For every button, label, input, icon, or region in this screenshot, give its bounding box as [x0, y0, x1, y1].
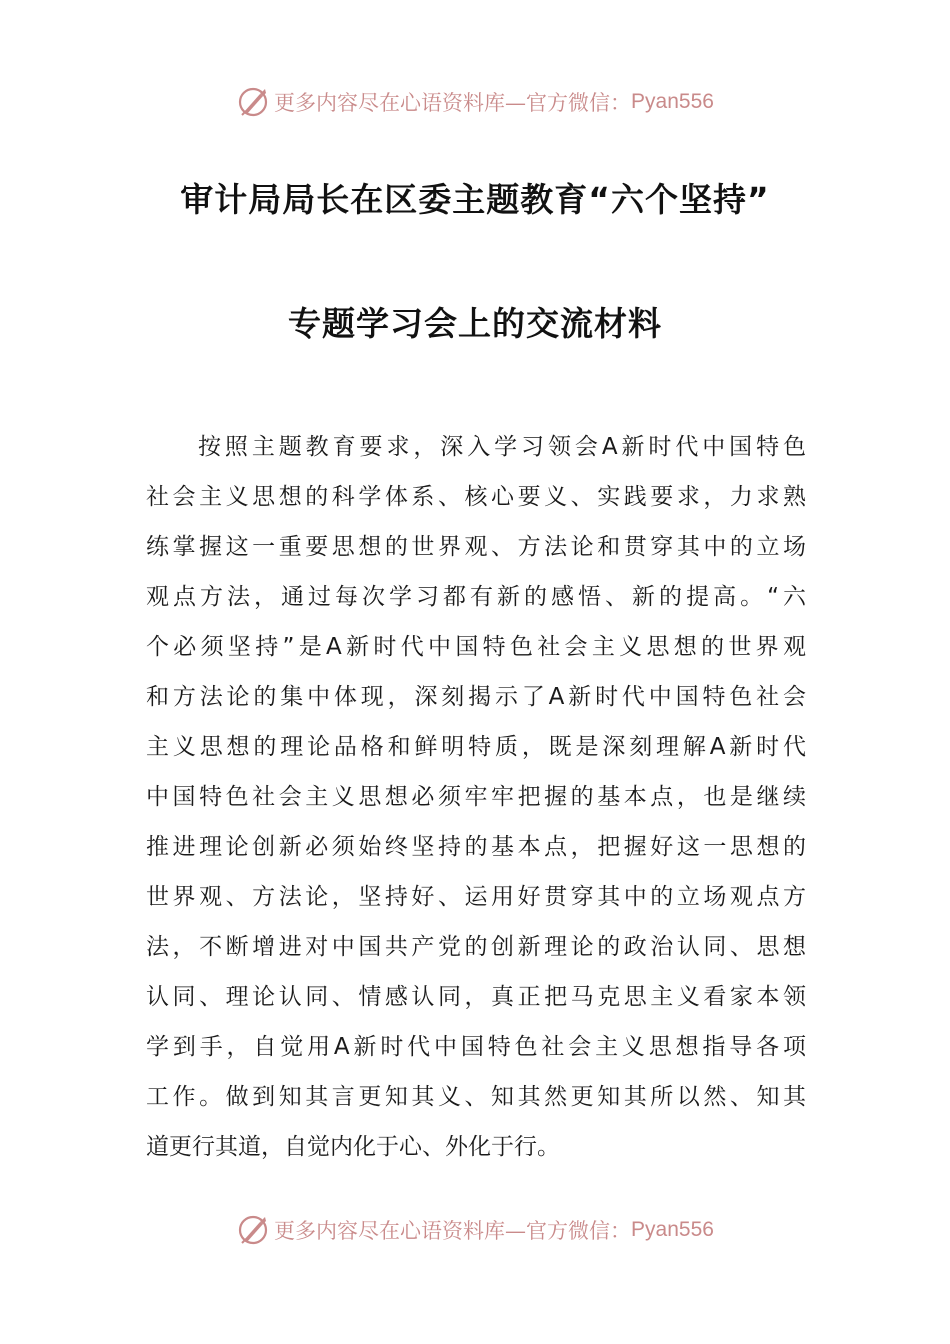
paragraph-line: 观点方法，通过每次学习都有新的感悟、新的提高。“六	[146, 584, 806, 610]
paragraph-line: 练掌握这一重要思想的世界观、方法论和贯穿其中的立场	[146, 534, 806, 560]
quill-pen-logo-icon	[236, 1213, 270, 1247]
paragraph-line: 个必须坚持”是A新时代中国特色社会主义思想的世界观	[146, 634, 806, 660]
paragraph-line: 学到手，自觉用A新时代中国特色社会主义思想指导各项	[146, 1034, 806, 1060]
paragraph-line: 道更行其道，自觉内化于心、外化于行。	[146, 1134, 560, 1160]
paragraph-line: 法，不断增进对中国共产党的创新理论的政治认同、思想	[146, 934, 806, 960]
header-banner	[0, 80, 950, 124]
banner-text: 更多内容尽在心语资料库—官方微信：	[274, 1219, 632, 1243]
paragraph-line: 推进理论创新必须始终坚持的基本点，把握好这一思想的	[146, 834, 806, 860]
paragraph-line: 世界观、方法论，坚持好、运用好贯穿其中的立场观点方	[146, 884, 806, 910]
paragraph-line: 中国特色社会主义思想必须牢牢把握的基本点，也是继续	[146, 784, 806, 810]
paragraph-line: 工作。做到知其言更知其义、知其然更知其所以然、知其	[146, 1084, 806, 1110]
document-title-line-1: 审计局局长在区委主题教育“六个坚持”	[180, 180, 770, 219]
quill-pen-logo-icon	[236, 85, 270, 119]
footer-banner	[0, 1208, 950, 1252]
paragraph-line: 按照主题教育要求，深入学习领会A新时代中国特色	[198, 434, 806, 460]
paragraph-line: 社会主义思想的科学体系、核心要义、实践要求，力求熟	[146, 484, 806, 510]
paragraph-line: 和方法论的集中体现，深刻揭示了A新时代中国特色社会	[146, 684, 806, 710]
body-paragraph	[146, 422, 806, 1172]
banner-text: 更多内容尽在心语资料库—官方微信：	[274, 91, 632, 115]
wechat-id: Pyan556	[631, 1218, 714, 1241]
wechat-id: Pyan556	[631, 90, 714, 113]
paragraph-line: 认同、理论认同、情感认同，真正把马克思主义看家本领	[146, 984, 806, 1010]
document-title-line-2: 专题学习会上的交流材料	[288, 304, 662, 343]
paragraph-line: 主义思想的理论品格和鲜明特质，既是深刻理解A新时代	[146, 734, 806, 760]
